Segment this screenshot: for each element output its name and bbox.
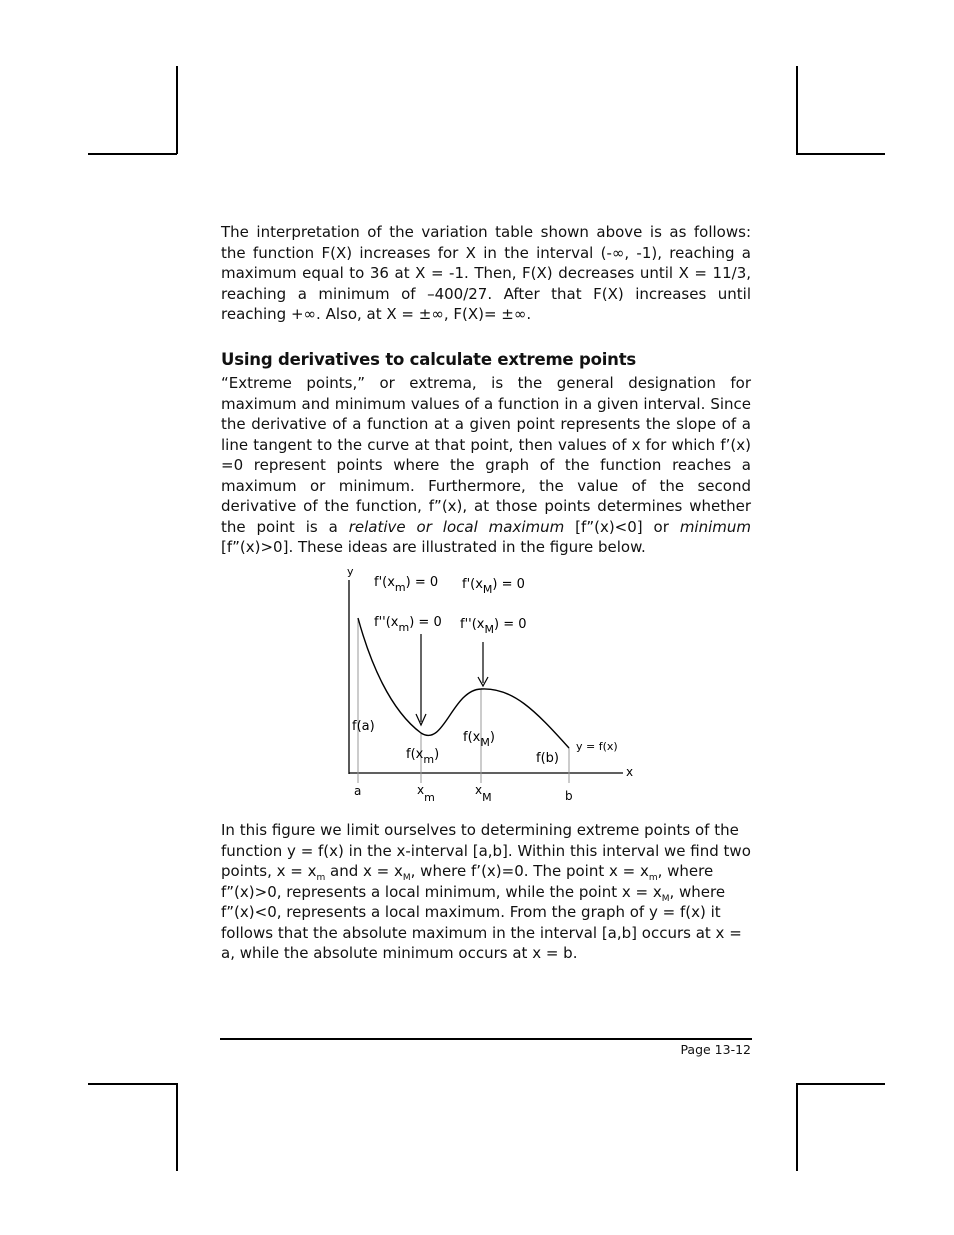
label-fdoubleprime-xm	[374, 615, 442, 634]
label-part: )	[434, 747, 440, 762]
label-fxM	[463, 730, 495, 749]
label-sub: M	[482, 791, 492, 804]
label-fa: f(a)	[352, 719, 375, 734]
paragraph-text	[221, 373, 751, 558]
crop-mark-bottom-right-horizontal	[796, 1083, 885, 1085]
label-part: f''(x	[460, 617, 485, 632]
crop-mark-top-right-vertical	[796, 66, 798, 154]
label-part: ) = 0	[405, 575, 439, 590]
crop-mark-top-left-horizontal	[88, 153, 177, 155]
text-run: , where f”(x)>0, represents a local minimum, while the point x = x	[221, 862, 714, 901]
text-run: [f”(x)<0] or	[564, 517, 680, 536]
paragraph-text: The interpretation of the variation table shown above is as follows: the function F(X) increases for X in the interval (-∞, -1), reaching a maximum equal to 36 at X = -1. Then, F(X) decreases until X = 11/3, reaching a minimum of –400/27. After that F(X) increases until reaching +∞. Also, at X = ±∞, F(X)= ±∞.	[221, 223, 751, 323]
label-sub: M	[482, 583, 493, 596]
label-part: f(x	[406, 747, 424, 762]
label-part: ) = 0	[409, 615, 442, 630]
crop-mark-bottom-left-vertical	[176, 1083, 178, 1171]
paragraph-text	[221, 820, 751, 964]
label-part: ) = 0	[492, 577, 525, 592]
label-fb: f(b)	[536, 751, 559, 766]
label-part: f(x	[463, 730, 481, 745]
label-fdoubleprime-xM	[460, 617, 527, 636]
label-sub: m	[398, 621, 410, 634]
label-fprime-xm	[374, 575, 438, 594]
subscript: M	[402, 873, 411, 883]
crop-mark-bottom-right-vertical	[796, 1083, 798, 1171]
function-curve	[358, 618, 569, 748]
label-xM	[475, 783, 492, 804]
page-number: Page 13-12	[680, 1042, 751, 1057]
label-part: )	[489, 730, 495, 745]
label-curve: y = f(x)	[576, 740, 618, 753]
label-part: f'(x	[462, 577, 483, 592]
subscript: m	[316, 873, 326, 883]
label-sub: m	[394, 581, 406, 594]
crop-mark-top-right-horizontal	[796, 153, 885, 155]
label-b: b	[565, 789, 573, 803]
section-heading: Using derivatives to calculate extreme points	[221, 350, 637, 369]
paragraph-variation-table	[221, 222, 751, 325]
subscript: M	[661, 893, 670, 904]
x-axis-label: x	[626, 765, 634, 779]
figure-svg	[340, 562, 640, 808]
subscript: m	[648, 873, 658, 883]
text-run: and x = x	[325, 862, 403, 880]
paragraph-figure-explanation	[221, 820, 751, 964]
extreme-points-figure	[340, 562, 640, 808]
text-run: “Extreme points,” or extrema, is the general designation for maximum and minimum values of a function in a given interval. Since the derivative of a function at a given point represents the slope of a line tangent to the curve at that point, then values of x for which f’(x) =0 represent points where the graph of the function reaches a maximum or minimum. Furthermore, the value of the second derivative of the function, f”(x), at those points determines whether the point is a	[221, 374, 751, 536]
text-run: In this figure we limit ourselves to determining extreme points of the function y = f(x) in the x-interval [a,b]. Within this interval we find two points, x = x	[221, 821, 751, 880]
label-sub: m	[423, 753, 435, 766]
text-run: , where f’(x)=0. The point x = x	[410, 862, 649, 880]
label-part: x	[417, 783, 425, 797]
label-part: f''(x	[374, 615, 399, 630]
label-sub: m	[424, 791, 435, 804]
label-fxm	[406, 747, 439, 766]
italic-term-minimum: minimum	[679, 517, 751, 536]
label-fprime-xM	[462, 577, 525, 596]
crop-mark-top-left-vertical	[176, 66, 178, 154]
label-sub: M	[480, 736, 490, 749]
paragraph-extreme-points	[221, 373, 751, 558]
label-sub: M	[484, 623, 494, 636]
italic-term-local-maximum: relative or local maximum	[348, 517, 565, 536]
footer-rule	[220, 1038, 752, 1040]
label-xm	[417, 783, 435, 804]
label-part: x	[475, 783, 483, 797]
y-axis-label: y	[347, 565, 354, 578]
label-part: ) = 0	[494, 617, 527, 632]
text-run: , where f”(x)<0, represents a local maximum. From the graph of y = f(x) it follows that the absolute maximum in the interval [a,b] occurs at x = a, while the absolute minimum occurs at x = b.	[221, 882, 742, 962]
section-header	[221, 349, 751, 371]
label-a: a	[354, 784, 362, 798]
crop-mark-bottom-left-horizontal	[88, 1083, 177, 1085]
label-part: f'(x	[374, 575, 395, 590]
text-run: [f”(x)>0]. These ideas are illustrated in the figure below.	[221, 538, 646, 556]
